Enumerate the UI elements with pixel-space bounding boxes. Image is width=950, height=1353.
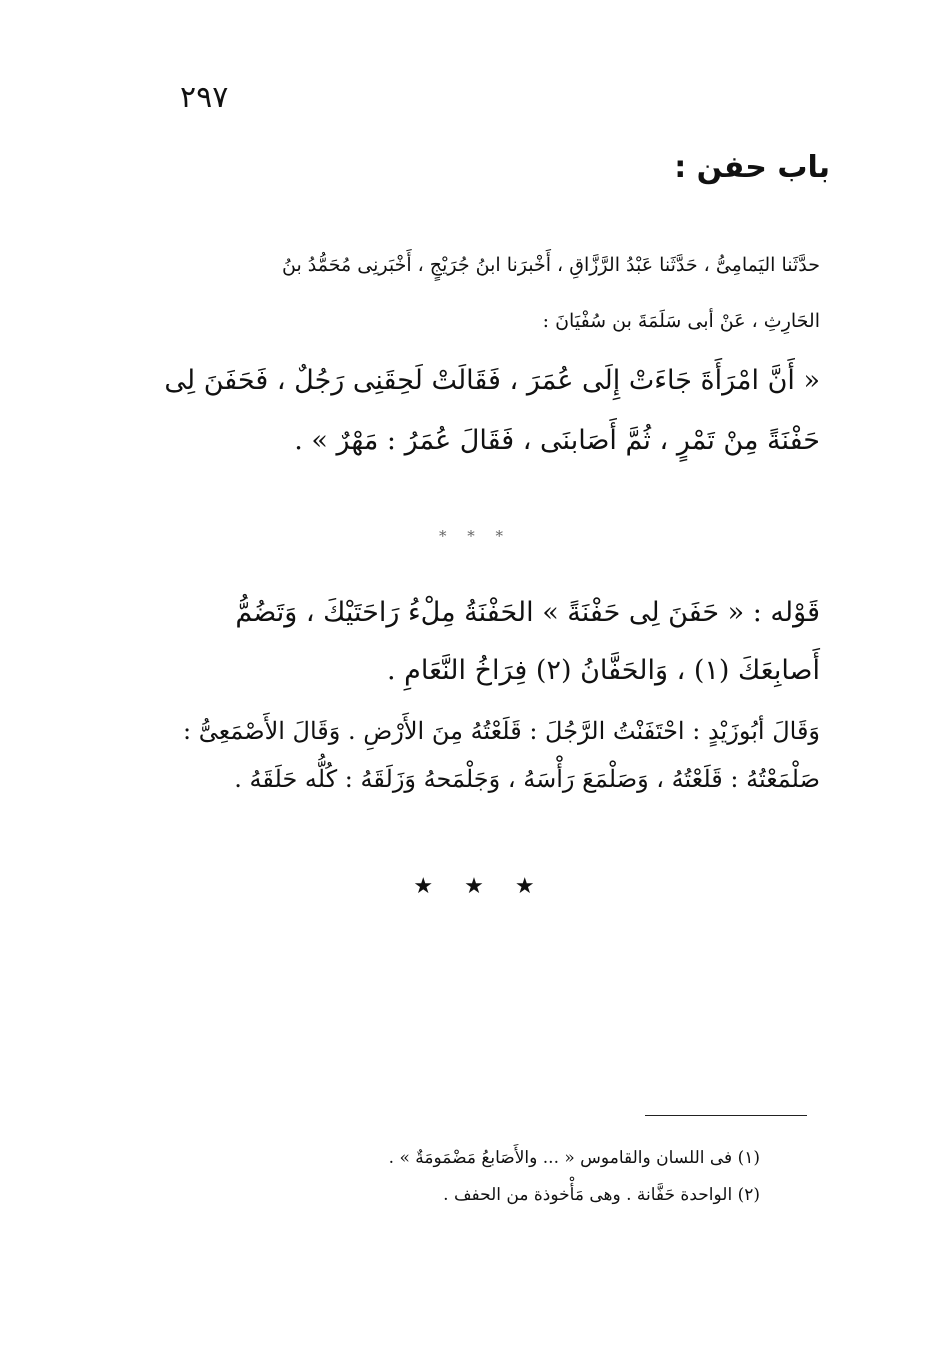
chapter-title: باب حفن :	[674, 150, 830, 185]
section-separator-stars: ★ ★ ★	[413, 874, 547, 899]
commentary-line-1: قَوْله : « حَفَنَ لِى حَفْنَةً » الحَفْنَةُ مِلْءُ رَاحَتَيْكَ ، وَتَضُمُّ	[235, 597, 820, 628]
hadith-line-2: حَفْنَةً مِنْ تَمْرٍ ، ثُمَّ أَصَابنَى ، فَقَالَ عُمَرُ : مَهْرٌ » .	[294, 425, 820, 456]
page-number: ٢٩٧	[180, 80, 229, 115]
footnote-2: (٢) الواحدة حَفَّانة . وهى مَأْخوذة من الحفف .	[443, 1185, 760, 1205]
quotation-line-1: وَقَالَ أبُوزَيْدٍ : احْتَفَنْتُ الرَّجُلَ : قَلَعْتُهُ مِنَ الأَرْضِ . وَقَالَ الأَصْمَعِىُّ :	[183, 717, 820, 745]
hadith-line-1: « أَنَّ امْرَأَةَ جَاءَتْ إِلَى عُمَرَ ، فَقَالَتْ لَحِقَنِى رَجُلٌ ، فَحَفَنَ لِى	[164, 365, 820, 396]
isnad-line-2: الحَارِثِ ، عَنْ أبى سَلَمَةَ بن سُفْيَانَ :	[542, 310, 820, 332]
footnote-1: (١) فى اللسان والقاموس « ... والأَصَابعُ مَضْمَومَةٌ » .	[388, 1148, 760, 1168]
footnote-divider	[645, 1115, 807, 1116]
commentary-line-2: أَصابِعَكَ (١) ، وَالحَفَّانُ (٢) فِرَاخُ النَّعَامِ .	[387, 655, 820, 686]
isnad-line-1: حدَّثَنا اليَمامِىُّ ، حَدَّثَنا عَبْدُ الرَّزَّاقِ ، أَخْبرَنا ابنُ جُرَيْجٍ ، أَخْبَرنِى مُحَمُّدُ بنُ	[282, 254, 820, 276]
quotation-line-2: صَلْمَعْتُهُ : قَلَعْتُهُ ، وَصَلْمَعَ رَأْسَهُ ، وَجَلْمَحهُ وَزَلَقَهُ : كُلُّه حَلَقَهُ .	[234, 765, 820, 793]
section-separator-small: * * *	[438, 527, 512, 545]
